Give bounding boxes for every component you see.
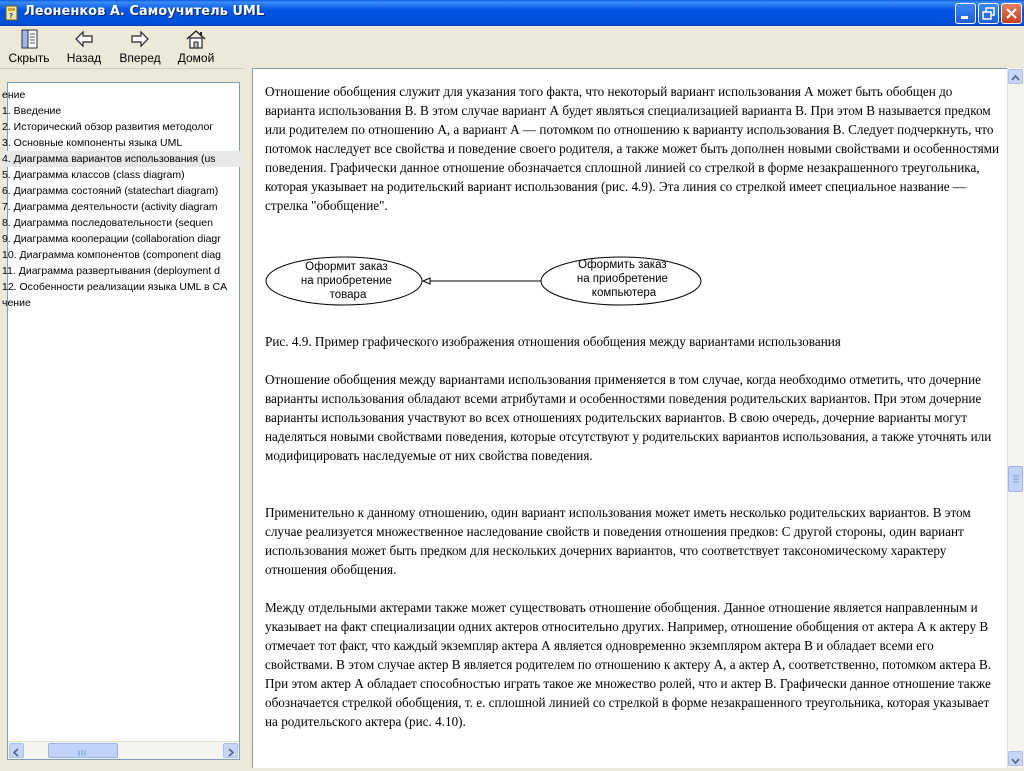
parent-use-case-line3: товара <box>329 289 367 301</box>
contents-item[interactable]: 5. Диаграмма классов (class diagram) <box>2 169 185 181</box>
paragraph-generalization-intro: Отношение обобщения служит для указания того факта, что некоторый вариант использования А может быть обобщен до варианта использования В. В этом случае вариант А будет являться специализацией варианта В. При этом В называется предком или родителем по отношению А, а вариант А — потомком по отношению к варианту использования В. Следует подчеркнуть, что потомок наследует все свойства и поведение своего родителя, а также может быть дополнен новыми свойствами и особенностями поведения. Графически данное отношение обозначается сплошной линией со стрелкой в форме незакрашенного треугольника, которая указывает на родительский вариант использования (рис. 4.9). Эта линия со стрелкой имеет специальное название — стрелка "обобщение". <box>265 84 1000 213</box>
minimize-button[interactable] <box>955 3 976 24</box>
contents-item[interactable]: 8. Диаграмма последовательности (sequen <box>2 217 213 229</box>
hide-button[interactable] <box>8 28 50 66</box>
parent-use-case-line1: Оформит заказ <box>305 261 388 273</box>
generalization-arrow-icon <box>423 278 430 284</box>
contents-item[interactable]: 10. Диаграмма компонентов (component diag <box>2 249 222 261</box>
child-use-case-line2: на приобретение <box>576 273 668 285</box>
content-pane <box>252 68 1007 768</box>
use-case-generalization-diagram <box>263 254 723 314</box>
scroll-right-arrow-icon[interactable] <box>223 743 238 758</box>
contents-item[interactable]: 9. Диаграмма кооперации (collaboration diagr <box>2 233 221 245</box>
contents-list <box>2 87 262 311</box>
hide-label: Скрыть <box>8 51 50 65</box>
contents-item[interactable]: 1. Введение <box>2 105 62 117</box>
title-bar[interactable] <box>0 0 1024 26</box>
horizontal-scrollbar[interactable] <box>8 741 239 759</box>
paragraph-child-parent: Отношение обобщения между вариантами использования применяется в том случае, когда необходимо отметить, что дочерние варианты использования обладают всеми атрибутами и особенностями поведения родительских вариантов. При этом дочерние варианты использования участвуют во всех отношениях родительских вариантов. В свою очередь, дочерние варианты могут наделяться новыми свойствами поведения, которые отсутствуют у родительских вариантов использования, а также уточнять или модифицировать наследуемые от них свойства поведения. <box>265 372 992 463</box>
hide-panel-icon <box>17 28 41 50</box>
back-label: Назад <box>66 51 102 65</box>
back-button[interactable] <box>64 28 104 66</box>
restore-icon <box>979 4 998 23</box>
forward-button[interactable] <box>118 28 162 66</box>
arrow-left-icon <box>72 28 96 50</box>
window-title: Леоненков А. Самоучитель UML <box>24 4 265 19</box>
child-use-case-line3: компьютера <box>591 287 657 299</box>
toolbar <box>0 26 1024 69</box>
contents-item[interactable]: 3. Основные компоненты языка UML <box>2 137 183 149</box>
help-book-icon <box>4 5 20 21</box>
contents-item[interactable]: 2. Исторический обзор развития методолог <box>2 121 214 133</box>
contents-item[interactable]: 4. Диаграмма вариантов использования (us <box>2 151 262 167</box>
scroll-down-arrow-icon[interactable] <box>1008 751 1023 766</box>
paragraph-actor-generalization: Между отдельными актерами также может существовать отношение обобщения. Данное отношение является направленным и указывает на факт специализации одних актеров относительно других. Например, отношение обобщения от актера А к актеру В отмечает тот факт, что каждый экземпляр актера А является одновременно экземпляром актера В и обладает всеми его свойствами. В этом случае актер В является родителем по отношению к актеру А, а актер А, соответственно, потомком актера В. При этом актер А обладает способностью играть такое же множество ролей, что и актер В. Графически данное отношение также обозначается стрелкой обобщения, т. е. сплошной линией со стрелкой в форме незакрашенного треугольника, которая указывает на родительского актера (рис. 4.10). <box>265 600 992 729</box>
arrow-right-icon <box>128 28 152 50</box>
horizontal-scroll-thumb[interactable] <box>48 743 118 758</box>
paragraph-multiple-inheritance: Применительно к данному отношению, один вариант использования может иметь несколько родительских вариантов. В этом случае реализуется множественное наследование свойств и поведения отношения предков: С другой стороны, один вариант использования может быть предком для нескольких дочерних вариантов, что соответствует таксономическому характеру отношения обобщения. <box>265 505 971 577</box>
scroll-up-arrow-icon[interactable] <box>1008 69 1023 84</box>
home-button[interactable] <box>176 28 216 66</box>
close-button[interactable] <box>1001 3 1022 24</box>
contents-item[interactable]: 6. Диаграмма состояний (statechart diagram) <box>2 185 219 197</box>
vertical-scroll-thumb[interactable] <box>1008 466 1023 492</box>
contents-item[interactable]: 11. Диаграмма развертывания (deployment d <box>2 265 220 277</box>
contents-pane[interactable] <box>2 82 240 760</box>
figure-caption: Рис. 4.9. Пример графического изображения отношения обобщения между вариантами использования <box>265 334 841 349</box>
contents-item[interactable]: 12. Особенности реализации языка UML в CA <box>2 281 228 293</box>
close-icon <box>1002 4 1021 23</box>
contents-item[interactable]: ение <box>2 89 26 101</box>
svg-text:?: ? <box>9 12 14 20</box>
maximize-button[interactable] <box>978 3 999 24</box>
scroll-left-arrow-icon[interactable] <box>9 743 24 758</box>
vertical-scrollbar[interactable] <box>1007 68 1024 768</box>
home-icon <box>184 28 208 50</box>
minimize-icon <box>956 4 975 23</box>
home-label: Домой <box>177 51 215 65</box>
forward-label: Вперед <box>119 51 161 65</box>
contents-item[interactable]: чение <box>2 297 31 309</box>
contents-item[interactable]: 7. Диаграмма деятельности (activity diagram <box>2 201 218 213</box>
child-use-case-line1: Оформить заказ <box>578 259 667 271</box>
parent-use-case-line2: на приобретение <box>300 275 392 287</box>
pane-splitter[interactable] <box>243 68 252 768</box>
